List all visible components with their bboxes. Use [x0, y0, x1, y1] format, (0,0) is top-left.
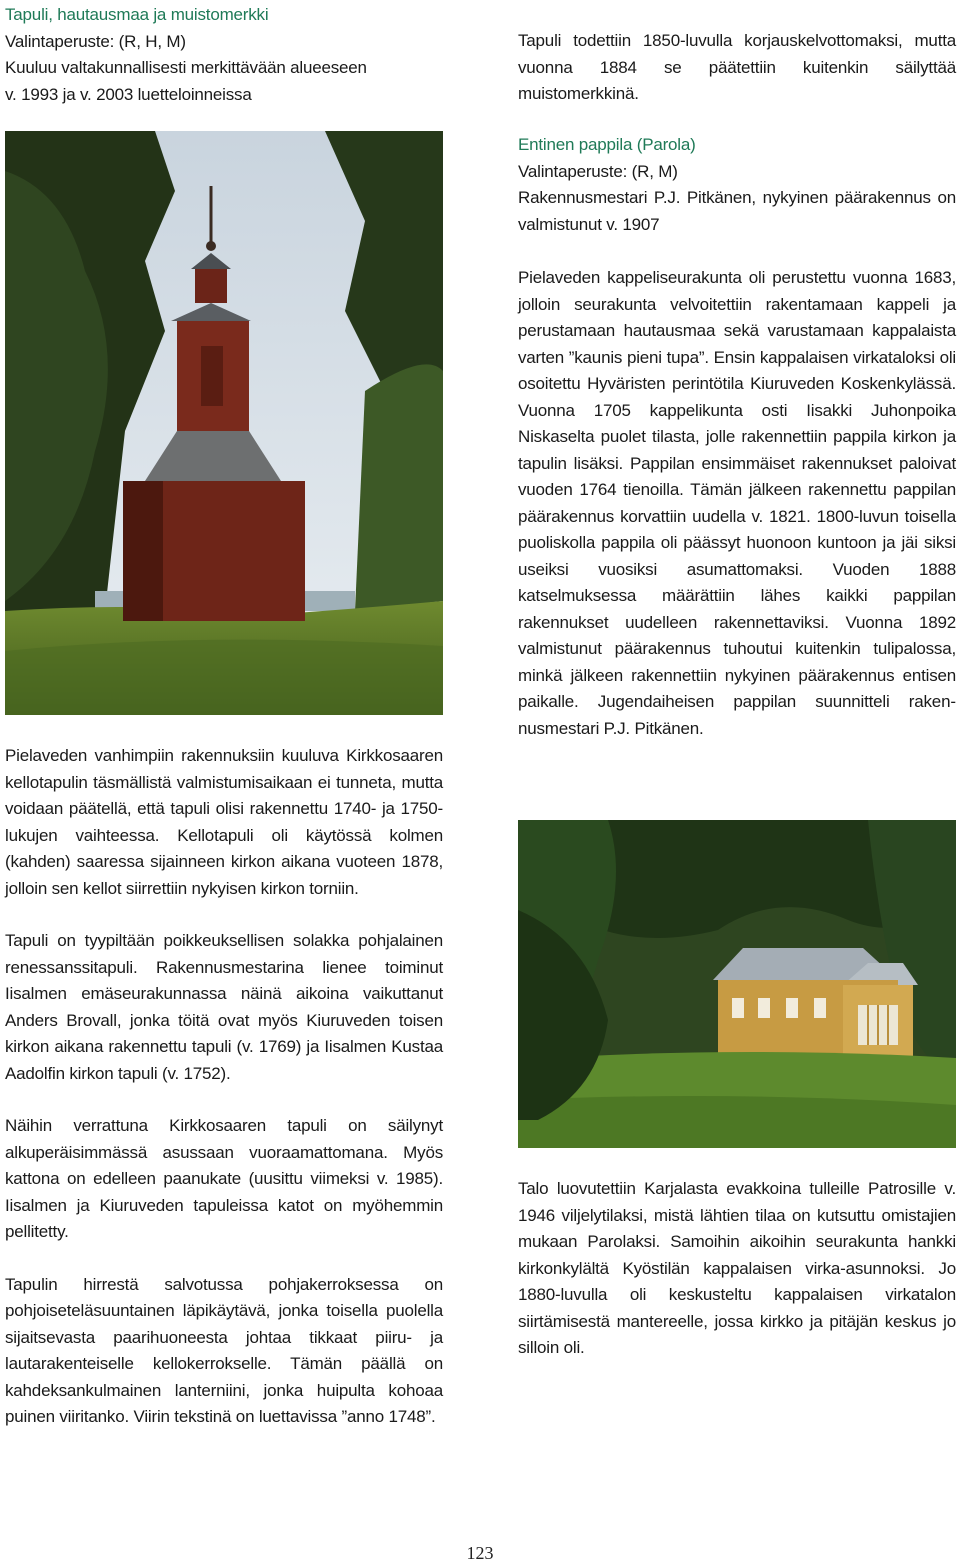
criteria-bell-tower: Valintaperuste: (R, H, M): [5, 31, 186, 51]
national-significance-note: Kuuluu valtakunnallisesti merkittävään alueeseen: [5, 58, 367, 77]
paragraph-parsonage-later: Talo luovutettiin Karjalasta evakkoina tulleille Patrosille v. 1946 viljelytilaksi, mistä lähtien tilaa on kutsuttu omistajien mukaan Parolaksi. Samoihin aikoihin seurakunta hankki kirkonkylältä Kyöstilän kappalaisen virka-asunnoksi. Jo 1880-luvulla oli keskusteltu kappalaisen virkatalon siirtämisestä mantereelle, jossa kirkko ja pitäjän keskus jo silloin oli.: [518, 1179, 956, 1357]
paragraph-tower-preservation: Tapuli todettiin 1850-luvulla korjauskelvottomaksi, mutta vuonna 1884 se päätettiin kuitenkin säilyttää muistomerkkinä.: [518, 31, 956, 103]
parsonage-photo: [518, 820, 956, 1148]
page-number: 123: [466, 1543, 494, 1563]
paragraph-tower-type: Tapuli on tyypiltään poikkeuksellisen solakka pohjalainen renessanssitapuli. Rakennusmestarina lienee toiminut Iisalmen emäseurakunnassa näinä aikoina vaikuttanut Anders Brovall, jonka töitä ovat myös Kiuruveden toisen kirkon aikana rakennettu tapuli (v. 1769) ja Iisalmen Kustaa Aadolfin kirkon tapuli (v. 1752).: [5, 931, 443, 1083]
section-bell-tower-header: [5, 2, 443, 108]
paragraph-tower-history: Pielaveden vanhimpiin rakennuksiin kuuluva Kirkkosaaren kellotapulin täsmällistä valmistumisaikaan ei tunneta, mutta voidaan päätellä, että tapuli olisi rakennettu 1740- ja 1750-lukujen vaihteessa. Kellotapuli oli käytössä kolmen (kahden) saaressa sijainneen kirkon aikana vuoteen 1878, jolloin sen kellot siirrettiin nykyisen kirkon torniin.: [5, 746, 443, 898]
section-title-parsonage: Entinen pappila (Parola): [518, 135, 696, 154]
bell-tower-photo: [5, 131, 443, 715]
parsonage-later-history: [518, 1176, 956, 1362]
section-title-bell-tower: Tapuli, hautausmaa ja muistomerkki: [5, 5, 269, 24]
paragraph-tower-condition: Näihin verrattuna Kirkkosaaren tapuli on säilynyt alkuperäisimmässä asussaan vuoraamattomana. Myös kattona on edelleen paanukate (uusittu viimeksi v. 1985). Iisalmen ja Kiuruveden tapuleissa katot on myöhemmin pellitetty.: [5, 1116, 443, 1241]
paragraph-parsonage-history: Pielaveden kappeliseurakunta oli perustettu vuonna 1683, jolloin seurakunta velvoitettiin rakentamaan kappeli ja perustamaan hautausmaa sekä varustamaan kappalaista varten ”kaunis pieni tupa”. Ensin kappalaisen virkataloksi oli osoitettu Hyväristen perintötila Kiuruveden Koskenkylässä. Vuonna 1705 kappelikunta osti Iisakki Juhonpoika Niskaselta puolet tilasta, jolle rakennettiin pappila kirkon ja tapulin lisäksi. Pappilan ensimmäiset rakennukset paloivat vuoden 1764 tienoilla. Tämän jälkeen rakennettu pappilan päärakennus korvattiin uudella v. 1821. 1800-luvun toisella puoliskolla pappila oli päässyt huonoon kuntoon ja jäi siksi useiksi vuosiksi asumattomaksi. Vuoden 1888 katselmuksessa määrättiin lähes kaikki pappilan rakennukset uudelleen rakennettaviksi. Vuonna 1892 valmistunut päärakennus tuhoutui kuitenkin tulipalossa, minkä jälkeen rakennettiin nykyinen päärakennus entisen paikalle. Jugendaiheisen pappilan suunnitteli rakennusmestari P.J. Pitkänen.: [518, 268, 956, 738]
criteria-parsonage: Valintaperuste: (R, M): [518, 161, 678, 181]
parsonage-architect-note: Rakennusmestari P.J. Pitkänen, nykyinen päärakennus on valmistunut v. 1907: [518, 188, 956, 234]
section-parsonage-header: [518, 132, 956, 238]
parsonage-history: [518, 265, 956, 742]
right-intro: [518, 28, 956, 108]
national-significance-years: v. 1993 ja v. 2003 luetteloinneissa: [5, 84, 252, 104]
paragraph-tower-structure: Tapulin hirrestä salvotussa pohjakerroksessa on pohjoiseteläsuuntainen läpikäytävä, jonka toisella puolella sijaitsevasta paarihuoneesta johtaa tikkaat piiru- ja lautarakenteiselle kellokerrokselle. Tämän päällä on kahdeksankulmainen lanterniini, jonka huipulta kohoaa puinen viiritanko. Viirin tekstinä on luettavissa ”anno 1748”.: [5, 1274, 443, 1426]
left-paragraphs: [5, 743, 443, 1431]
